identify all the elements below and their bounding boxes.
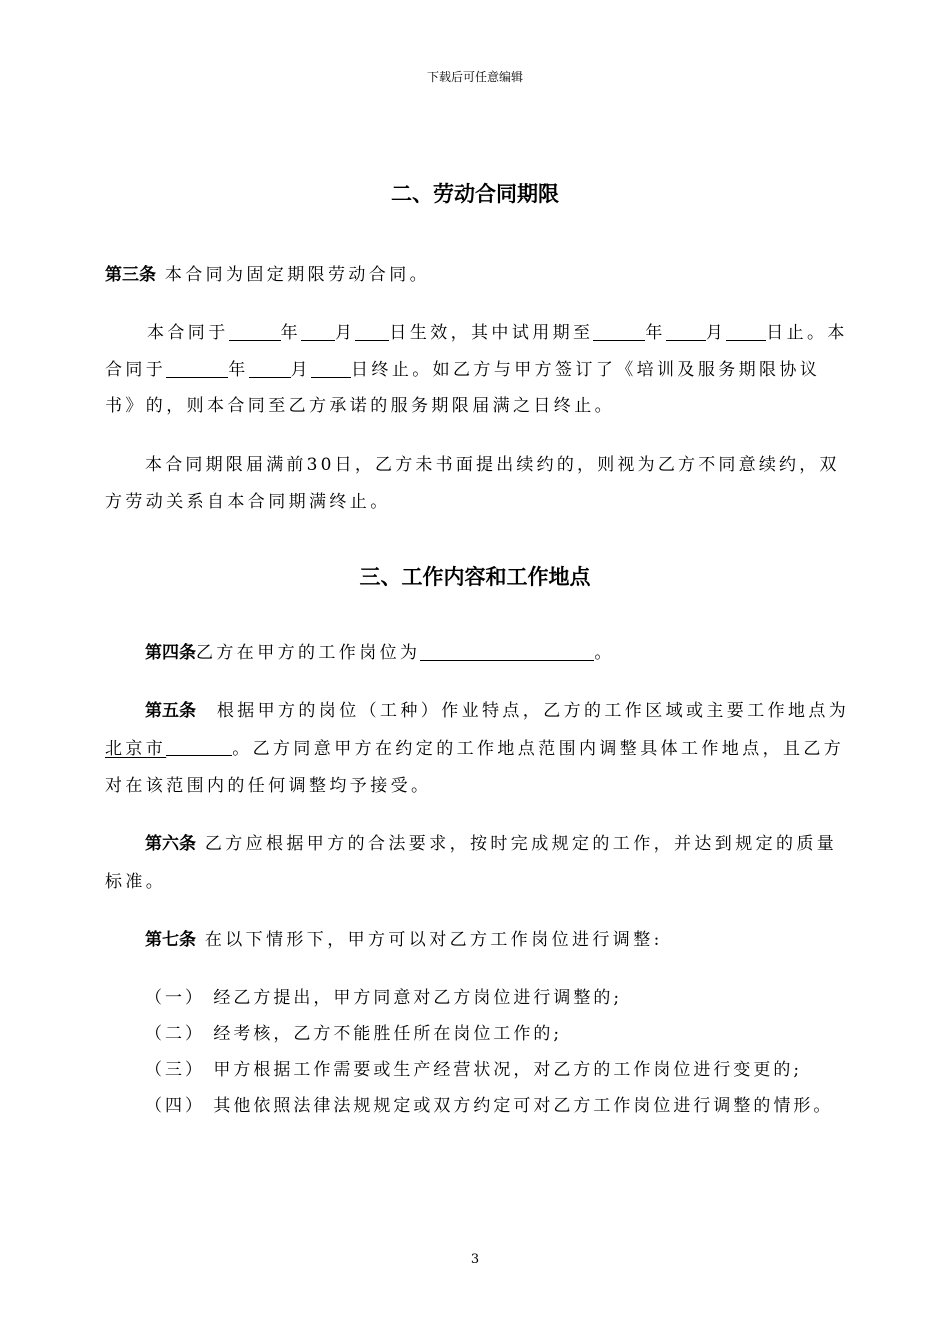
text-frag: 年 <box>228 360 249 380</box>
article-3-label: 第三条 <box>105 265 156 285</box>
article-4-label: 第四条 <box>145 643 196 663</box>
blank-year <box>166 359 228 378</box>
text-frag: 本合同于 <box>147 323 229 343</box>
text-frag: 。 <box>594 643 615 663</box>
article-4 <box>145 638 615 663</box>
text-frag: 日终止。如乙方与甲方签订了《培训及服务期限协议 <box>351 360 821 380</box>
article-5 <box>145 696 849 721</box>
renewal-line-2: 方劳动关系自本合同期满终止。 <box>105 492 391 512</box>
list-item: （四） 其他依照法律法规规定或双方约定可对乙方工作岗位进行调整的情形。 <box>145 1096 834 1116</box>
article-7 <box>145 925 663 950</box>
term-line-2 <box>105 355 820 380</box>
blank-year <box>593 322 645 341</box>
blank-day <box>355 322 389 341</box>
article-6-label: 第六条 <box>145 834 196 854</box>
text-frag: 月 <box>335 323 356 343</box>
article-7-label: 第七条 <box>145 930 196 950</box>
list-item: （一） 经乙方提出，甲方同意对乙方岗位进行调整的; <box>145 988 623 1008</box>
text-frag: 月 <box>290 360 312 380</box>
article-5-line-2 <box>105 734 844 759</box>
blank-day <box>311 359 351 378</box>
term-line-3: 书》的，则本合同至乙方承诺的服务期限届满之日终止。 <box>105 396 615 416</box>
work-location: 北京市 <box>105 739 167 759</box>
text-frag: 合同于 <box>105 360 167 380</box>
article-5-label: 第五条 <box>145 701 196 721</box>
blank-month <box>249 359 291 378</box>
blank-year <box>229 322 281 341</box>
article-5-text: 根据甲方的岗位（工种）作业特点，乙方的工作区域或主要工作地点为 <box>216 701 850 721</box>
list-item: （三） 甲方根据工作需要或生产经营状况，对乙方的工作岗位进行变更的; <box>145 1060 803 1080</box>
article-5-line-3: 对在该范围内的任何调整均予接受。 <box>105 776 432 796</box>
article-6 <box>145 829 837 854</box>
article-6-line-2: 标准。 <box>105 872 167 892</box>
article-4-text: 乙方在甲方的工作岗位为 <box>196 643 421 663</box>
section-heading-work: 三、工作内容和工作地点 <box>359 565 591 589</box>
section-heading-term: 二、劳动合同期限 <box>391 182 559 206</box>
term-line-1 <box>147 318 848 343</box>
article-6-text: 乙方应根据甲方的合法要求，按时完成规定的工作，并达到规定的质量 <box>204 834 838 854</box>
blank-day <box>726 322 766 341</box>
blank-month <box>301 322 335 341</box>
renewal-line-1: 本合同期限届满前30日，乙方未书面提出续约的，则视为乙方不同意续约，双 <box>145 455 840 475</box>
text-frag: 日生效，其中试用期至 <box>389 323 594 343</box>
article-3 <box>105 260 430 285</box>
blank-position <box>420 642 594 661</box>
blank-month <box>666 322 706 341</box>
page-header: 下载后可任意编辑 <box>426 70 523 84</box>
text-frag: 月 <box>705 323 727 343</box>
article-7-text: 在以下情形下，甲方可以对乙方工作岗位进行调整: <box>204 930 663 950</box>
blank-location <box>166 737 232 756</box>
article-3-text: 本合同为固定期限劳动合同。 <box>164 265 431 285</box>
text-frag: 年 <box>280 323 302 343</box>
text-frag: 日止。本 <box>766 323 848 343</box>
text-frag: 。乙方同意甲方在约定的工作地点范围内调整具体工作地点，且乙方 <box>232 739 845 759</box>
page-number: 3 <box>470 1252 480 1267</box>
text-frag: 年 <box>645 323 666 343</box>
list-item: （二） 经考核，乙方不能胜任所在岗位工作的; <box>145 1024 563 1044</box>
